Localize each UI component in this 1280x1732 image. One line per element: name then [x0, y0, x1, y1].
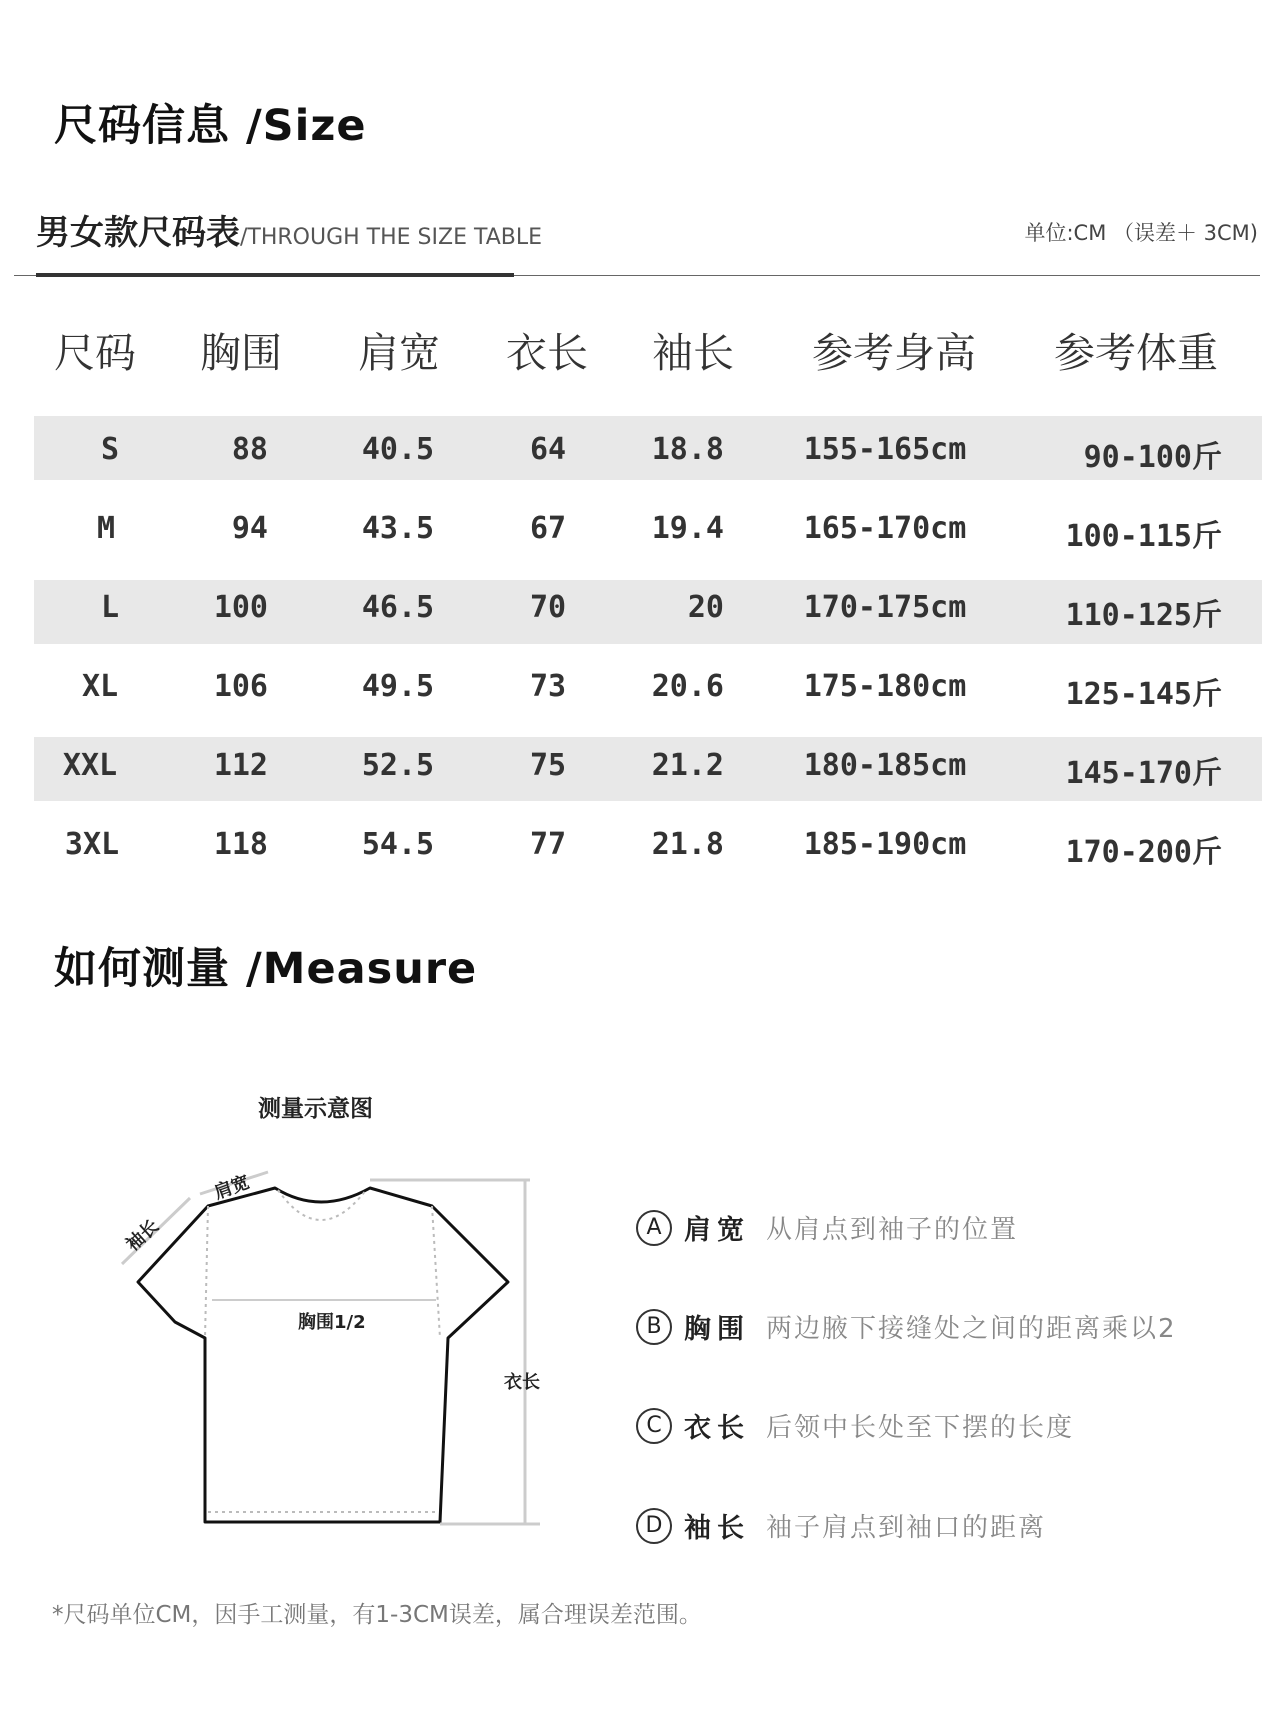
col-header-sleeve: 袖长 — [652, 329, 734, 377]
table-cell-weight: 100-115斤 — [1065, 519, 1222, 554]
table-cell-size: XXL — [62, 748, 118, 783]
measure-name: 肩宽 — [684, 1215, 750, 1246]
col-header-size: 尺码 — [54, 329, 136, 377]
table-cell-height: 170-175cm — [803, 590, 967, 625]
measure-name: 袖长 — [684, 1513, 750, 1544]
table-cell-height: 175-180cm — [803, 669, 967, 704]
footnote: *尺码单位CM，因手工测量，有1-3CM误差，属合理误差范围。 — [52, 1602, 702, 1628]
tshirt-outline-icon — [138, 1188, 508, 1522]
measure-desc: 两边腋下接缝处之间的距离乘以2 — [766, 1314, 1177, 1344]
table-cell-sleeve: 20 — [687, 590, 724, 625]
table-cell-chest: 100 — [213, 590, 268, 625]
table-cell-height: 165-170cm — [803, 511, 967, 546]
col-header-shoulder: 肩宽 — [358, 329, 440, 377]
table-cell-weight: 90-100斤 — [1083, 440, 1222, 475]
measure-letter-d: D — [636, 1508, 672, 1544]
measure-name: 胸围 — [684, 1314, 750, 1345]
size-section-title: 尺码信息 /Size — [54, 101, 367, 151]
table-cell-sleeve: 18.8 — [651, 432, 724, 467]
col-header-length: 衣长 — [506, 329, 588, 377]
table-cell-weight: 125-145斤 — [1065, 677, 1222, 712]
table-cell-shoulder: 43.5 — [361, 511, 435, 546]
measure-item-chest — [636, 1307, 1177, 1346]
table-cell-size: L — [100, 590, 120, 625]
table-cell-height: 180-185cm — [803, 748, 967, 783]
measure-letter-c: C — [636, 1408, 672, 1444]
measure-name: 衣长 — [684, 1413, 750, 1444]
col-header-height: 参考身高 — [812, 329, 976, 377]
table-cell-length: 67 — [529, 511, 567, 546]
measure-desc: 袖子肩点到袖口的距离 — [766, 1513, 1047, 1543]
table-cell-length: 77 — [529, 827, 567, 862]
table-cell-length: 75 — [529, 748, 567, 783]
table-cell-shoulder: 52.5 — [361, 748, 435, 783]
table-cell-length: 64 — [529, 432, 567, 467]
shoulder-label: 肩宽 — [211, 1171, 253, 1204]
measure-letter-b: B — [636, 1309, 672, 1345]
size-table-title-en: /THROUGH THE SIZE TABLE — [240, 225, 543, 250]
table-cell-sleeve: 21.2 — [651, 748, 724, 783]
length-label: 衣长 — [504, 1372, 540, 1393]
table-cell-sleeve: 19.4 — [651, 511, 724, 546]
col-header-chest: 胸围 — [200, 329, 282, 377]
measure-desc: 从肩点到袖子的位置 — [766, 1215, 1019, 1245]
table-cell-sleeve: 20.6 — [651, 669, 724, 704]
measure-desc: 后领中长处至下摆的长度 — [766, 1413, 1075, 1443]
size-table-unit: 单位:CM （误差＋ 3CM) — [1024, 221, 1258, 245]
measure-item-shoulder — [636, 1208, 1018, 1247]
table-cell-weight: 170-200斤 — [1065, 835, 1222, 870]
table-cell-chest: 88 — [231, 432, 268, 467]
table-cell-size: 3XL — [64, 827, 120, 862]
table-cell-length: 73 — [529, 669, 567, 704]
table-cell-chest: 94 — [231, 511, 268, 546]
table-cell-size: S — [100, 432, 120, 467]
sleeve-label: 袖长 — [122, 1215, 164, 1256]
measure-item-length — [636, 1406, 1074, 1445]
chest-label: 胸围1/2 — [298, 1312, 366, 1333]
table-cell-chest: 118 — [213, 827, 268, 862]
table-cell-weight: 145-170斤 — [1065, 756, 1222, 791]
table-cell-length: 70 — [529, 590, 567, 625]
table-cell-sleeve: 21.8 — [651, 827, 724, 862]
col-header-weight: 参考体重 — [1054, 329, 1218, 377]
length-measure-line — [370, 1180, 540, 1524]
table-cell-height: 155-165cm — [803, 432, 967, 467]
table-cell-shoulder: 54.5 — [361, 827, 435, 862]
table-cell-size: XL — [81, 669, 119, 704]
measure-item-sleeve — [636, 1506, 1046, 1545]
table-cell-shoulder: 46.5 — [361, 590, 435, 625]
table-cell-chest: 106 — [213, 669, 268, 704]
measure-letter-a: A — [636, 1210, 672, 1246]
table-cell-weight: 110-125斤 — [1065, 598, 1222, 633]
table-cell-shoulder: 49.5 — [361, 669, 435, 704]
table-cell-size: M — [96, 511, 116, 546]
table-cell-chest: 112 — [213, 748, 268, 783]
table-cell-height: 185-190cm — [803, 827, 967, 862]
diagram-caption: 测量示意图 — [258, 1096, 373, 1122]
size-table-title-cn: 男女款尺码表 — [36, 213, 240, 253]
measure-section-title: 如何测量 /Measure — [54, 944, 478, 994]
table-cell-shoulder: 40.5 — [361, 432, 435, 467]
